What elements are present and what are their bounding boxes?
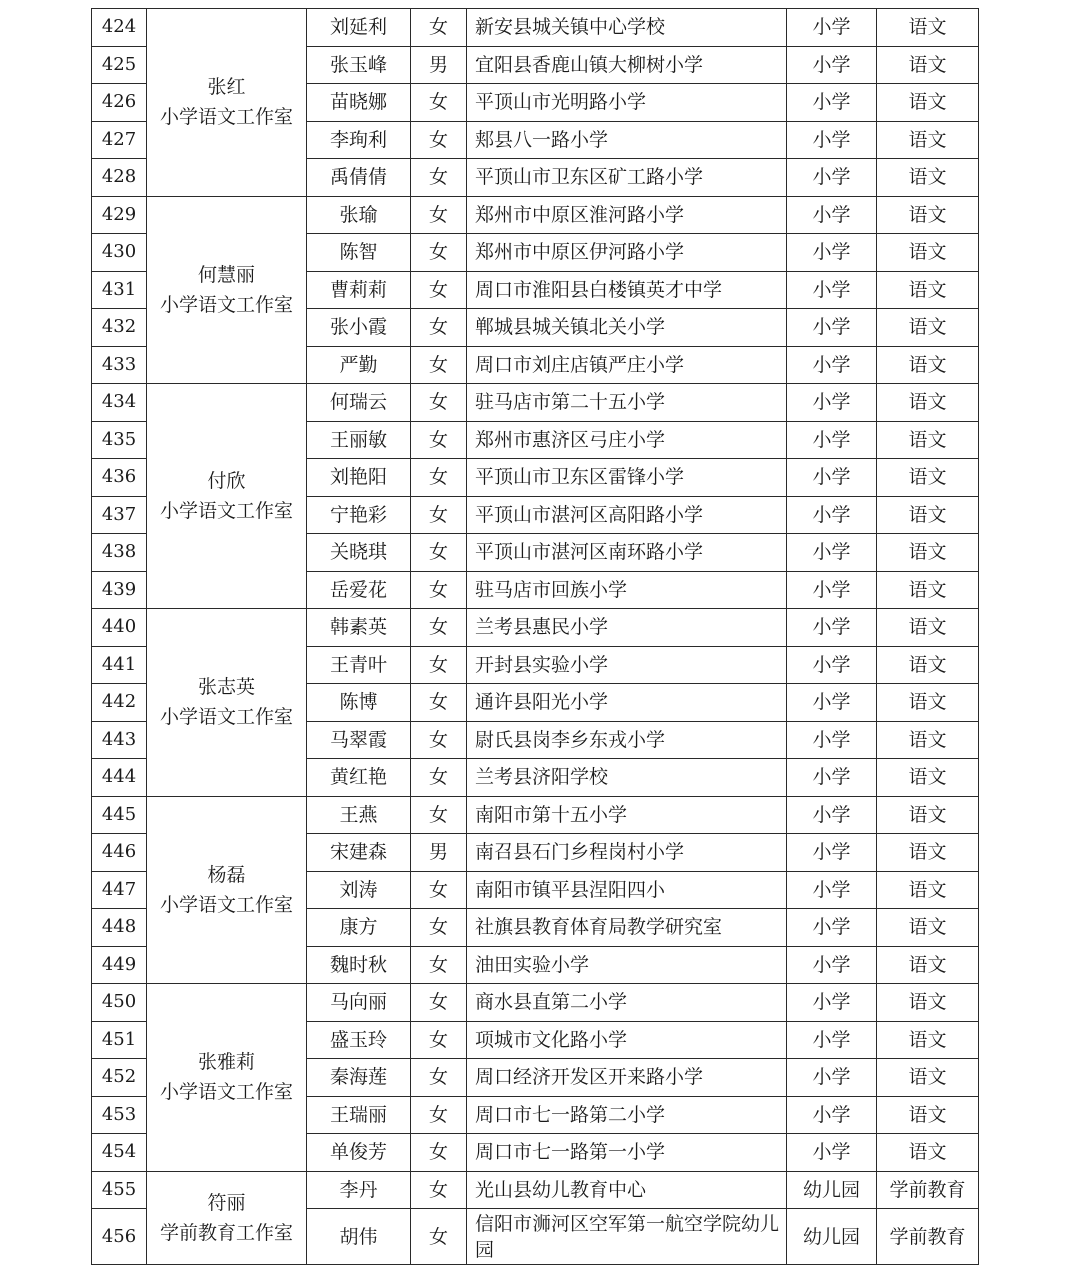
subject: 语文	[877, 234, 979, 272]
member-name: 曹莉莉	[307, 271, 411, 309]
subject: 语文	[877, 684, 979, 722]
subject: 语文	[877, 46, 979, 84]
row-number: 426	[92, 84, 147, 122]
subject: 语文	[877, 534, 979, 572]
member-gender: 女	[411, 271, 467, 309]
member-name: 何瑞云	[307, 384, 411, 422]
member-school: 商水县直第二小学	[467, 984, 787, 1022]
school-level: 小学	[787, 909, 877, 947]
subject: 语文	[877, 946, 979, 984]
row-number: 436	[92, 459, 147, 497]
roster-table	[91, 8, 979, 1265]
school-level: 小学	[787, 159, 877, 197]
member-school: 平顶山市湛河区南环路小学	[467, 534, 787, 572]
member-gender: 女	[411, 459, 467, 497]
subject: 语文	[877, 346, 979, 384]
member-school: 周口市淮阳县白楼镇英才中学	[467, 271, 787, 309]
member-gender: 女	[411, 759, 467, 797]
row-number: 427	[92, 121, 147, 159]
studio-name: 小学语文工作室	[159, 106, 293, 129]
member-school: 社旗县教育体育局教学研究室	[467, 909, 787, 947]
roster-body	[92, 9, 979, 1265]
subject: 语文	[877, 459, 979, 497]
member-school: 开封县实验小学	[467, 646, 787, 684]
school-level: 小学	[787, 571, 877, 609]
member-name: 苗晓娜	[307, 84, 411, 122]
member-name: 宁艳彩	[307, 496, 411, 534]
subject: 语文	[877, 159, 979, 197]
row-number: 442	[92, 684, 147, 722]
studio-cell	[147, 984, 307, 1172]
member-gender: 女	[411, 534, 467, 572]
member-school: 平顶山市卫东区矿工路小学	[467, 159, 787, 197]
member-gender: 女	[411, 9, 467, 47]
table-row	[92, 196, 979, 234]
row-number: 435	[92, 421, 147, 459]
row-number: 446	[92, 834, 147, 872]
row-number: 451	[92, 1021, 147, 1059]
subject: 语文	[877, 496, 979, 534]
row-number: 449	[92, 946, 147, 984]
member-school: 南召县石门乡程岗村小学	[467, 834, 787, 872]
school-level: 小学	[787, 384, 877, 422]
member-name: 秦海莲	[307, 1059, 411, 1097]
school-level: 小学	[787, 646, 877, 684]
member-school: 南阳市镇平县涅阳四小	[467, 871, 787, 909]
school-level: 小学	[787, 834, 877, 872]
row-number: 450	[92, 984, 147, 1022]
studio-cell	[147, 609, 307, 797]
member-gender: 女	[411, 234, 467, 272]
subject: 语文	[877, 196, 979, 234]
subject: 学前教育	[877, 1209, 979, 1265]
member-school: 南阳市第十五小学	[467, 796, 787, 834]
member-school: 宜阳县香鹿山镇大柳树小学	[467, 46, 787, 84]
studio-leader: 张志英	[197, 676, 255, 699]
member-name: 李丹	[307, 1171, 411, 1209]
school-level: 小学	[787, 309, 877, 347]
member-gender: 女	[411, 1134, 467, 1172]
row-number: 441	[92, 646, 147, 684]
school-level: 小学	[787, 721, 877, 759]
school-level: 小学	[787, 1021, 877, 1059]
member-school: 郏县八一路小学	[467, 121, 787, 159]
member-name: 岳爱花	[307, 571, 411, 609]
studio-leader: 张红	[207, 76, 246, 99]
studio-name: 小学语文工作室	[159, 500, 293, 522]
school-level: 小学	[787, 421, 877, 459]
member-school: 周口市七一路第二小学	[467, 1096, 787, 1134]
member-school: 周口市七一路第一小学	[467, 1134, 787, 1172]
member-school: 兰考县济阳学校	[467, 759, 787, 797]
member-gender: 女	[411, 1059, 467, 1097]
row-number: 437	[92, 496, 147, 534]
member-gender: 女	[411, 609, 467, 647]
member-school: 尉氏县岗李乡东戎小学	[467, 721, 787, 759]
member-name: 魏时秋	[307, 946, 411, 984]
school-level: 小学	[787, 46, 877, 84]
member-name: 康方	[307, 909, 411, 947]
table-row	[92, 384, 979, 422]
member-school: 驻马店市第二十五小学	[467, 384, 787, 422]
subject: 语文	[877, 571, 979, 609]
subject: 语文	[877, 309, 979, 347]
member-name: 王青叶	[307, 646, 411, 684]
subject: 学前教育	[877, 1171, 979, 1209]
member-gender: 女	[411, 871, 467, 909]
member-name: 王瑞丽	[307, 1096, 411, 1134]
subject: 语文	[877, 834, 979, 872]
row-number: 445	[92, 796, 147, 834]
studio-leader: 杨磊	[207, 863, 246, 886]
row-number: 431	[92, 271, 147, 309]
member-gender: 女	[411, 346, 467, 384]
table-row	[92, 984, 979, 1022]
studio-name: 小学语文工作室	[159, 706, 293, 729]
member-name: 单俊芳	[307, 1134, 411, 1172]
studio-name: 小学语文工作室	[159, 293, 293, 316]
school-level: 小学	[787, 684, 877, 722]
school-level: 小学	[787, 84, 877, 122]
row-number: 448	[92, 909, 147, 947]
school-level: 小学	[787, 346, 877, 384]
school-level: 小学	[787, 121, 877, 159]
member-school: 郑州市中原区淮河路小学	[467, 196, 787, 234]
row-number: 434	[92, 384, 147, 422]
member-gender: 女	[411, 946, 467, 984]
member-name: 马翠霞	[307, 721, 411, 759]
member-school: 平顶山市卫东区雷锋小学	[467, 459, 787, 497]
member-gender: 女	[411, 121, 467, 159]
school-level: 小学	[787, 196, 877, 234]
row-number: 432	[92, 309, 147, 347]
school-level: 小学	[787, 234, 877, 272]
member-gender: 女	[411, 721, 467, 759]
member-name: 刘延利	[307, 9, 411, 47]
member-name: 张玉峰	[307, 46, 411, 84]
subject: 语文	[877, 9, 979, 47]
member-school: 郑州市惠济区弓庄小学	[467, 421, 787, 459]
member-gender: 女	[411, 421, 467, 459]
row-number: 452	[92, 1059, 147, 1097]
subject: 语文	[877, 796, 979, 834]
member-gender: 女	[411, 496, 467, 534]
member-name: 王燕	[307, 796, 411, 834]
member-name: 严勤	[307, 346, 411, 384]
school-level: 幼儿园	[787, 1171, 877, 1209]
member-name: 韩素英	[307, 609, 411, 647]
member-school: 驻马店市回族小学	[467, 571, 787, 609]
member-name: 李珣利	[307, 121, 411, 159]
member-school: 郸城县城关镇北关小学	[467, 309, 787, 347]
member-name: 宋建森	[307, 834, 411, 872]
subject: 语文	[877, 984, 979, 1022]
member-school: 光山县幼儿教育中心	[467, 1171, 787, 1209]
studio-cell	[147, 9, 307, 197]
school-level: 小学	[787, 1096, 877, 1134]
subject: 语文	[877, 121, 979, 159]
studio-leader: 何慧丽	[197, 263, 255, 286]
school-level: 小学	[787, 796, 877, 834]
member-gender: 女	[411, 309, 467, 347]
member-name: 刘艳阳	[307, 459, 411, 497]
row-number: 453	[92, 1096, 147, 1134]
school-level: 小学	[787, 534, 877, 572]
member-school: 新安县城关镇中心学校	[467, 9, 787, 47]
studio-leader: 张雅莉	[197, 1051, 255, 1074]
school-level: 小学	[787, 1134, 877, 1172]
school-level: 小学	[787, 759, 877, 797]
member-name: 胡伟	[307, 1209, 411, 1265]
row-number: 443	[92, 721, 147, 759]
member-name: 关晓琪	[307, 534, 411, 572]
subject: 语文	[877, 1096, 979, 1134]
school-level: 幼儿园	[787, 1209, 877, 1265]
school-level: 小学	[787, 946, 877, 984]
school-level: 小学	[787, 871, 877, 909]
studio-cell	[147, 384, 307, 609]
table-row	[92, 1171, 979, 1209]
member-school: 项城市文化路小学	[467, 1021, 787, 1059]
member-name: 王丽敏	[307, 421, 411, 459]
member-gender: 男	[411, 834, 467, 872]
subject: 语文	[877, 1021, 979, 1059]
member-gender: 女	[411, 796, 467, 834]
row-number: 444	[92, 759, 147, 797]
member-gender: 女	[411, 1171, 467, 1209]
member-gender: 女	[411, 646, 467, 684]
member-school: 信阳市浉河区空军第一航空学院幼儿园	[467, 1209, 787, 1265]
school-level: 小学	[787, 271, 877, 309]
subject: 语文	[877, 609, 979, 647]
subject: 语文	[877, 871, 979, 909]
row-number: 455	[92, 1171, 147, 1209]
member-school: 周口经济开发区开来路小学	[467, 1059, 787, 1097]
subject: 语文	[877, 421, 979, 459]
studio-name: 小学语文工作室	[159, 1081, 293, 1104]
member-school: 兰考县惠民小学	[467, 609, 787, 647]
studio-leader: 付欣	[207, 470, 246, 492]
row-number: 425	[92, 46, 147, 84]
subject: 语文	[877, 271, 979, 309]
member-gender: 女	[411, 1021, 467, 1059]
member-gender: 女	[411, 1209, 467, 1265]
member-gender: 女	[411, 84, 467, 122]
member-gender: 女	[411, 384, 467, 422]
subject: 语文	[877, 1059, 979, 1097]
school-level: 小学	[787, 9, 877, 47]
member-school: 郑州市中原区伊河路小学	[467, 234, 787, 272]
school-level: 小学	[787, 496, 877, 534]
subject: 语文	[877, 84, 979, 122]
member-name: 禹倩倩	[307, 159, 411, 197]
subject: 语文	[877, 759, 979, 797]
subject: 语文	[877, 384, 979, 422]
studio-cell	[147, 796, 307, 984]
row-number: 438	[92, 534, 147, 572]
member-school: 油田实验小学	[467, 946, 787, 984]
member-name: 马向丽	[307, 984, 411, 1022]
studio-name: 小学语文工作室	[159, 893, 293, 916]
member-name: 陈智	[307, 234, 411, 272]
table-row	[92, 796, 979, 834]
studio-cell	[147, 1171, 307, 1265]
member-gender: 女	[411, 684, 467, 722]
member-school: 周口市刘庄店镇严庄小学	[467, 346, 787, 384]
row-number: 454	[92, 1134, 147, 1172]
school-level: 小学	[787, 1059, 877, 1097]
member-gender: 女	[411, 196, 467, 234]
member-gender: 女	[411, 571, 467, 609]
row-number: 439	[92, 571, 147, 609]
member-name: 张瑜	[307, 196, 411, 234]
member-name: 盛玉玲	[307, 1021, 411, 1059]
subject: 语文	[877, 1134, 979, 1172]
row-number: 429	[92, 196, 147, 234]
subject: 语文	[877, 909, 979, 947]
school-level: 小学	[787, 984, 877, 1022]
member-name: 黄红艳	[307, 759, 411, 797]
roster-sheet	[91, 8, 979, 1265]
table-row	[92, 609, 979, 647]
subject: 语文	[877, 646, 979, 684]
row-number: 428	[92, 159, 147, 197]
member-gender: 女	[411, 984, 467, 1022]
row-number: 447	[92, 871, 147, 909]
member-school: 平顶山市光明路小学	[467, 84, 787, 122]
member-gender: 女	[411, 159, 467, 197]
member-gender: 男	[411, 46, 467, 84]
school-level: 小学	[787, 609, 877, 647]
member-name: 陈博	[307, 684, 411, 722]
studio-name: 学前教育工作室	[159, 1221, 293, 1244]
row-number: 424	[92, 9, 147, 47]
member-school: 平顶山市湛河区高阳路小学	[467, 496, 787, 534]
member-gender: 女	[411, 909, 467, 947]
studio-leader: 符丽	[207, 1191, 246, 1214]
table-row	[92, 9, 979, 47]
studio-cell	[147, 196, 307, 384]
row-number: 430	[92, 234, 147, 272]
subject: 语文	[877, 721, 979, 759]
row-number: 456	[92, 1209, 147, 1265]
member-school: 通许县阳光小学	[467, 684, 787, 722]
row-number: 433	[92, 346, 147, 384]
member-name: 刘涛	[307, 871, 411, 909]
school-level: 小学	[787, 459, 877, 497]
member-gender: 女	[411, 1096, 467, 1134]
row-number: 440	[92, 609, 147, 647]
member-name: 张小霞	[307, 309, 411, 347]
